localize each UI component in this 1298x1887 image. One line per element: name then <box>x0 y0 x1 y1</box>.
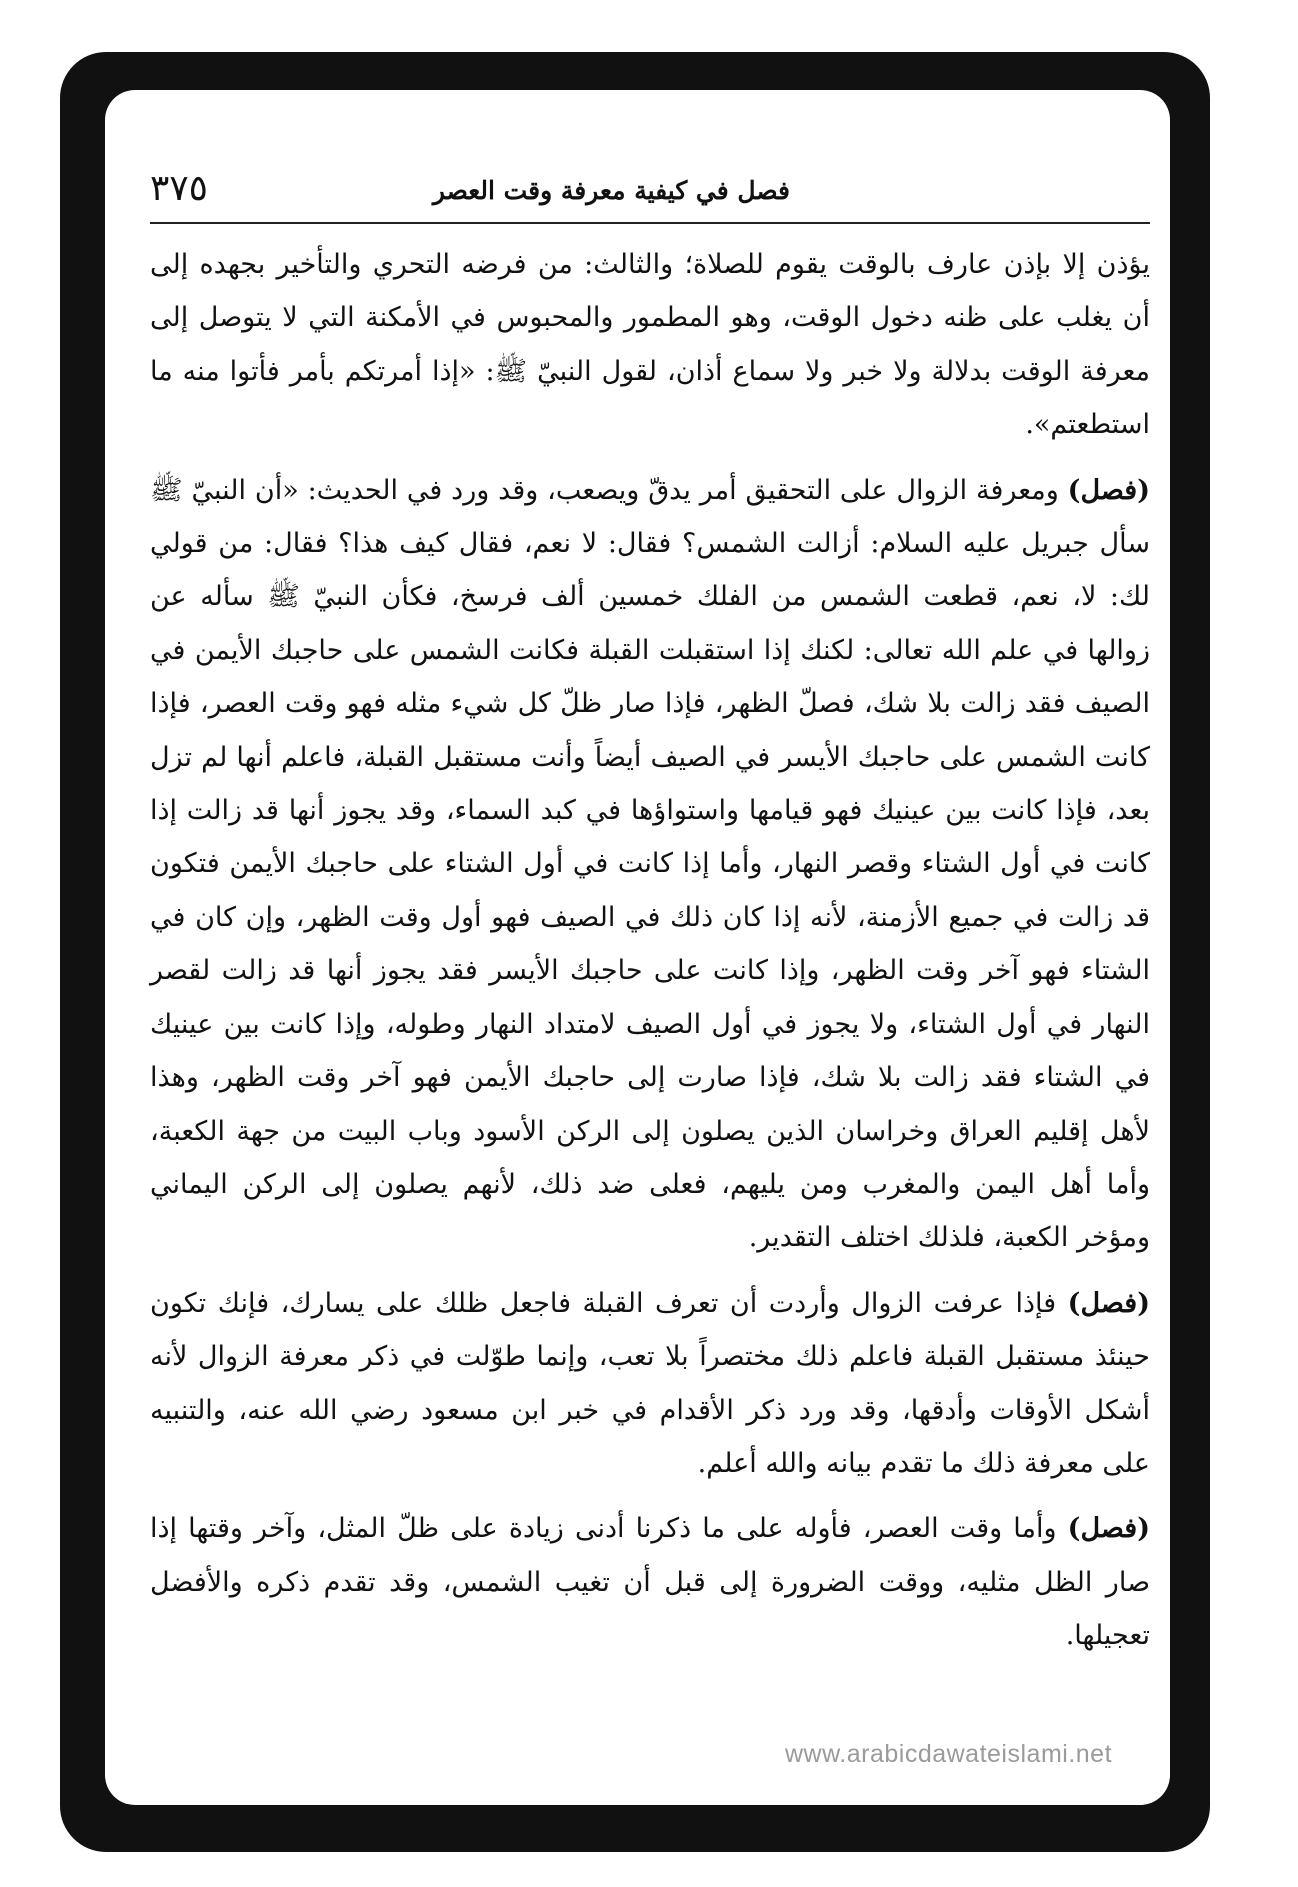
running-header <box>150 168 1150 218</box>
paragraph-text: ومعرفة الزوال على التحقيق أمر يدقّ ويصعب، وقد ورد في الحديث: «أن النبيّ ﷺ سأل جبريل عليه السلام: أزالت الشمس؟ فقال: لا نعم، فقال كيف هذا؟ فقال: من قولي لك: لا، نعم، قطعت الشمس من الفلك خمسين ألف فرسخ، فكأن النبيّ ﷺ سأله عن زوالها في علم الله تعالى: لكنك إذا استقبلت القبلة فكانت الشمس على حاجبك الأيمن في الصيف فقد زالت بلا شك، فصلّ الظهر، فإذا صار ظلّ كل شيء مثله فهو وقت العصر، فإذا كانت الشمس على حاجبك الأيسر في الصيف أيضاً وأنت مستقبل القبلة، فاعلم أنها لم تزل بعد، فإذا كانت بين عينيك فهو قيامها واستواؤها في كبد السماء، وقد يجوز أنها قد زالت إذا كانت في أول الشتاء وقصر النهار، وأما إذا كانت في أول الشتاء على حاجبك الأيمن فتكون قد زالت في جميع الأزمنة، لأنه إذا كان ذلك في الصيف فهو أول وقت الظهر، وإن كان في الشتاء فهو آخر وقت الظهر، وإذا كانت على حاجبك الأيسر فقد يجوز أنها قد زالت لقصر النهار في أول الشتاء، ولا يجوز في أول الصيف لامتداد النهار وطوله، وإذا كانت بين عينيك في الشتاء فقد زالت بلا شك، فإذا صارت إلى حاجبك الأيمن فهو آخر وقت الظهر، وهذا لأهل إقليم العراق وخراسان الذين يصلون إلى الركن الأسود وباب البيت من جهة الكعبة، وأما أهل اليمن والمغرب ومن يليهم، فعلى ضد ذلك، لأنهم يصلون إلى الركن اليماني ومؤخر الكعبة، فلذلك اختلف التقدير. <box>150 474 1150 1254</box>
header-divider <box>150 222 1150 224</box>
chapter-title: فصل في كيفية معرفة وقت العصر <box>432 176 790 205</box>
paragraph <box>150 1502 1150 1662</box>
paragraph <box>150 464 1150 1265</box>
page-number: ٣٧٥ <box>150 168 209 209</box>
paragraph-text: وأما وقت العصر، فأوله على ما ذكرنا أدنى زيادة على ظلّ المثل، وآخر وقتها إذا صار الظل مثليه، ووقت الضرورة إلى قبل أن تغيب الشمس، وقد تقدم ذكره والأفضل تعجيلها. <box>150 1513 1150 1652</box>
section-marker: (فصل) <box>1067 474 1150 506</box>
section-marker: (فصل) <box>1067 1513 1150 1545</box>
paragraph <box>150 238 1150 452</box>
body-text <box>150 238 1150 1663</box>
paragraph-text: يؤذن إلا بإذن عارف بالوقت يقوم للصلاة؛ والثالث: من فرضه التحري والتأخير بجهده إلى أن يغلب على ظنه دخول الوقت، وهو المطمور والمحبوس في الأمكنة التي لا يتوصل إلى معرفة الوقت بدلالة ولا خبر ولا سماع أذان، لقول النبيّ ﷺ: «إذا أمرتكم بأمر فأتوا منه ما استطعتم». <box>150 249 1150 441</box>
paragraph-text: فإذا عرفت الزوال وأردت أن تعرف القبلة فاجعل ظلك على يسارك، فإنك تكون حينئذ مستقبل القبلة فاعلم ذلك مختصراً بلا تعب، وإنما طوّلت في ذكر معرفة الزوال لأنه أشكل الأوقات وأدقها، وقد ورد ذكر الأقدام في خبر ابن مسعود رضي الله عنه، والتنبيه على معرفة ذلك ما تقدم بيانه والله أعلم. <box>150 1287 1150 1479</box>
watermark-url: www.arabicdawateislami.net <box>785 1740 1113 1768</box>
section-marker: (فصل) <box>1067 1287 1150 1319</box>
paragraph <box>150 1277 1150 1491</box>
